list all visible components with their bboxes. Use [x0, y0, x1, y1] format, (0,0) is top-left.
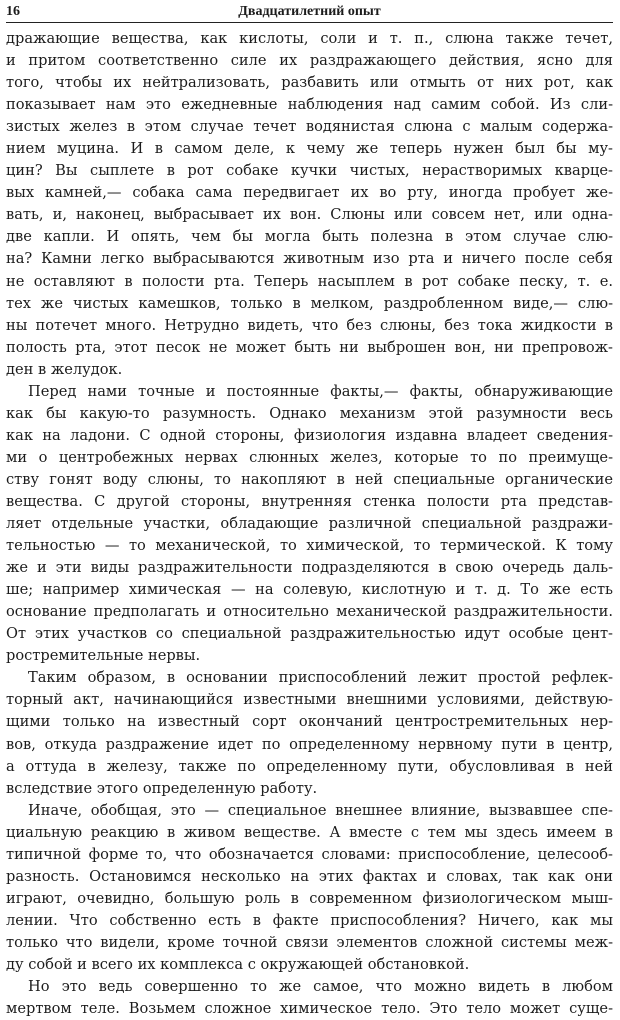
text-line: того, чтобы их нейтрализовать, разбавить или отмыть от них рот, как [6, 74, 613, 92]
text-line: торный акт, начинающийся известными внешними условиями, действую- [6, 691, 613, 709]
paragraph-first-line: Перед нами точные и постоянные факты,— факты, обнаруживающие [28, 382, 613, 400]
text-line: как на ладони. С одной стороны, физиология издавна владеет сведения- [6, 426, 613, 444]
text-line: типичной форме то, что обозначается словами: приспособление, целесооб- [6, 845, 613, 863]
text-line: щими только на известный сорт окончаний центростремительных нер- [6, 713, 613, 731]
text-line: ми о центробежных нервах слюнных желез, которые то по преимуще- [6, 448, 613, 466]
running-header [6, 2, 613, 23]
text-line: разность. Остановимся несколько на этих фактах и словах, так как они [6, 867, 613, 885]
text-line: лении. Что собственно есть в факте приспособления? Ничего, как мы [6, 911, 613, 929]
text-line: вследствие этого определенную работу. [6, 779, 318, 797]
text-line: цин? Вы сыплете в рот собаке кучки чистых, нерастворимых кварце- [6, 162, 613, 180]
text-line: ляет отдельные участки, обладающие различной специальной раздражи- [6, 515, 613, 533]
text-line: вов, откуда раздражение идет по определенному нервному пути в центр, [6, 735, 613, 753]
text-line: ны потечет много. Нетрудно видеть, что без слюны, без тока жидкости в [6, 316, 613, 334]
text-line: как бы какую-то разумность. Однако механизм этой разумности весь [6, 404, 613, 422]
text-line: не оставляют в полости рта. Теперь насыплем в рот собаке песку, т. е. [6, 272, 613, 290]
text-line: вать, и, наконец, выбрасывает их вон. Слюны или совсем нет, или одна- [6, 206, 613, 224]
text-line: От этих участков со специальной раздражительностью идут особые цент- [6, 625, 613, 643]
text-line: основание предполагать и относительно механической раздражительности. [6, 603, 613, 621]
text-line: две капли. И опять, чем бы могла быть полезна в этом случае слю- [6, 228, 613, 246]
text-line: вещества. С другой стороны, внутренняя стенка полости рта представ- [6, 492, 613, 510]
paragraph-first-line: Но это ведь совершенно то же самое, что можно видеть в любом [28, 978, 613, 996]
text-line: мертвом теле. Возьмем сложное химическое тело. Это тело может суще- [6, 1000, 613, 1018]
text-line: циальную реакцию в живом веществе. А вместе с тем мы здесь имеем в [6, 823, 613, 841]
text-line: на? Камни легко выбрасываются животным изо рта и ничего после себя [6, 250, 613, 268]
text-line: полость рта, этот песок не может быть ни выброшен вон, ни препровож- [6, 338, 613, 356]
paragraph-first-line: Иначе, обобщая, это — специальное внешнее влияние, вызвавшее спе- [28, 801, 613, 819]
text-line: ше; например химическая — на солевую, кислотную и т. д. То же есть [6, 581, 613, 599]
page-number: 16 [6, 4, 20, 19]
text-line: только что видели, кроме точной связи элементов сложной системы меж- [6, 933, 613, 951]
text-line: играют, очевидно, большую роль в современном физиологическом мыш- [6, 889, 613, 907]
text-line: ростремительные нервы. [6, 647, 201, 665]
text-line: зистых желез в этом случае течет водянистая слюна с малым содержа- [6, 118, 613, 136]
text-line: дражающие вещества, как кислоты, соли и т. п., слюна также течет, [6, 30, 613, 47]
text-line: и притом соответственно силе их раздражающего действия, ясно для [6, 52, 613, 70]
text-line: показывает нам это ежедневные наблюдения над самим собой. Из сли- [6, 96, 613, 114]
text-line: тельностью — то механической, то химической, то термической. К тому [6, 537, 613, 555]
text-line: же и эти виды раздражительности подразделяются в свою очередь даль- [6, 559, 613, 577]
text-line: ству гонят воду слюны, то накопляют в ней специальные органические [6, 470, 613, 488]
paragraph-first-line: Таким образом, в основании приспособлений лежит простой рефлек- [28, 669, 613, 687]
text-line: вых камней,— собака сама передвигает их во рту, иногда пробует же- [6, 184, 613, 202]
running-title: Двадцатилетний опыт [238, 4, 381, 19]
text-line: а оттуда в железу, также по определенному пути, обусловливая в ней [6, 757, 613, 775]
text-line: ду собой и всего их комплекса с окружающей обстановкой. [6, 955, 470, 973]
text-line: нием муцина. И в самом деле, к чему же теперь нужен был бы му- [6, 140, 613, 158]
text-line: ден в желудок. [6, 360, 123, 378]
text-line: тех же чистых камешков, только в мелком, раздробленном виде,— слю- [6, 294, 613, 312]
body-text [6, 28, 613, 1020]
